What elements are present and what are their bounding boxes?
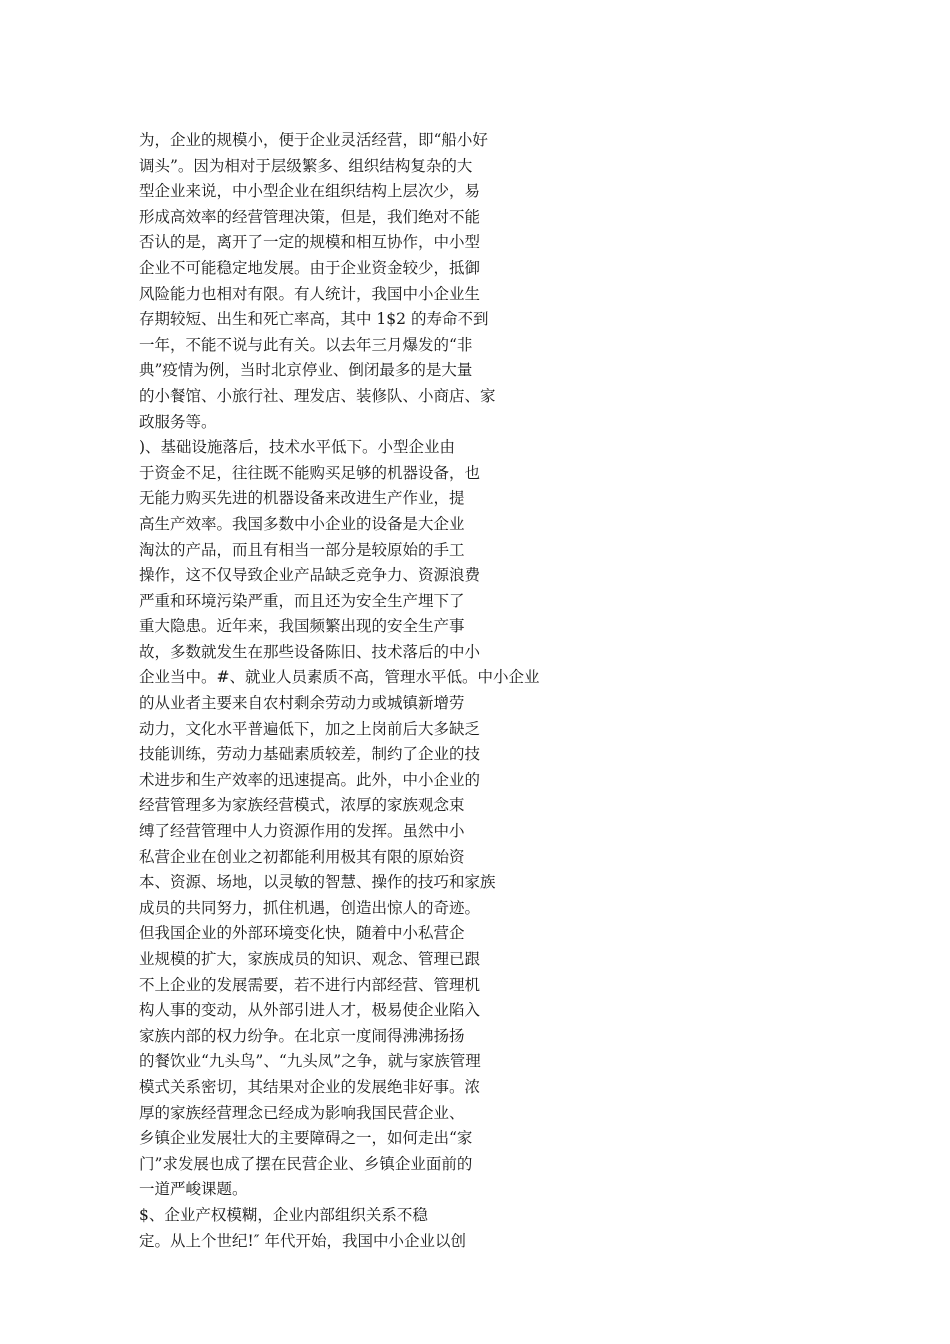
text-line: 定。从上个世纪!″ 年代开始，我国中小企业以创: [139, 1231, 466, 1250]
text-line: 经营管理多为家族经营模式，浓厚的家族观念束: [139, 796, 465, 815]
text-line: 成员的共同努力，抓住机遇，创造出惊人的奇迹。: [139, 898, 481, 917]
text-line: 于资金不足，往往既不能购买足够的机器设备，也: [139, 463, 481, 482]
text-line: 严重和环境污染严重，而且还为安全生产埋下了: [139, 591, 465, 610]
text-line: 无能力购买先进的机器设备来改进生产作业，提: [139, 489, 465, 508]
text-line: $、企业产权模糊，企业内部组织关系不稳: [139, 1205, 428, 1224]
text-line: 乡镇企业发展壮大的主要障碍之一，如何走出“家: [139, 1129, 473, 1148]
text-line: 形成高效率的经营管理决策，但是，我们绝对不能: [139, 207, 481, 226]
text-line: 为，企业的规模小，便于企业灵活经营，即“船小好: [139, 131, 488, 149]
text-line: 家族内部的权力纷争。在北京一度闹得沸沸扬扬: [139, 1026, 465, 1045]
text-line: 私营企业在创业之初都能利用极其有限的原始资: [139, 847, 465, 866]
text-line: 存期较短、出生和死亡率高，其中 1$2 的寿命不到: [139, 310, 489, 329]
text-line: 的从业者主要来自农村剩余劳动力或城镇新增劳: [139, 694, 465, 713]
text-line: 风险能力也相对有限。有人统计，我国中小企业生: [139, 284, 481, 303]
text-line: 的餐饮业“九头鸟”、“九头凤”之争，就与家族管理: [139, 1052, 481, 1071]
text-line: 一道严峻课题。: [139, 1180, 248, 1199]
text-line: 型企业来说，中小型企业在组织结构上层次少，易: [139, 182, 481, 201]
text-line: 技能训练，劳动力基础素质较差，制约了企业的技: [139, 745, 481, 764]
text-line: 本、资源、场地，以灵敏的智慧、操作的技巧和家族: [139, 873, 496, 892]
text-line: 企业当中。#、就业人员素质不高，管理水平低。中小企业: [139, 668, 540, 687]
text-line: 厚的家族经营理念已经成为影响我国民营企业、: [139, 1103, 465, 1122]
text-line: 淘汰的产品，而且有相当一部分是较原始的手工: [139, 540, 465, 559]
text-line: 高生产效率。我国多数中小企业的设备是大企业: [139, 514, 465, 533]
text-line: 术进步和生产效率的迅速提高。此外，中小企业的: [139, 770, 481, 789]
text-line: 政服务等。: [139, 412, 217, 431]
text-line: 门”求发展也成了摆在民营企业、乡镇企业面前的: [139, 1154, 473, 1173]
text-line: 企业不可能稳定地发展。由于企业资金较少，抵御: [139, 258, 481, 277]
text-line: 一年，不能不说与此有关。以去年三月爆发的“非: [139, 335, 473, 354]
text-line: 不上企业的发展需要，若不进行内部经营、管理机: [139, 975, 481, 994]
body-text: [139, 128, 839, 1254]
text-line: 动力，文化水平普遍低下，加之上岗前后大多缺乏: [139, 719, 481, 738]
text-line: 的小餐馆、小旅行社、理发店、装修队、小商店、家: [139, 386, 496, 405]
text-line: 操作，这不仅导致企业产品缺乏竞争力、资源浪费: [139, 566, 481, 585]
text-line: 但我国企业的外部环境变化快，随着中小私营企: [139, 924, 465, 943]
text-line: 否认的是，离开了一定的规模和相互协作，中小型: [139, 233, 481, 252]
text-line: 重大隐患。近年来，我国频繁出现的安全生产事: [139, 617, 465, 636]
text-line: 业规模的扩大，家族成员的知识、观念、管理已跟: [139, 950, 481, 968]
text-line: 典”疫情为例，当时北京停业、倒闭最多的是大量: [139, 361, 473, 380]
text-line: 模式关系密切，其结果对企业的发展绝非好事。浓: [139, 1077, 481, 1096]
text-line: 缚了经营管理中人力资源作用的发挥。虽然中小: [139, 822, 465, 841]
text-line: 故，多数就发生在那些设备陈旧、技术落后的中小: [139, 642, 481, 661]
text-line: )、基础设施落后，技术水平低下。小型企业由: [139, 438, 456, 457]
text-line: 调头”。因为相对于层级繁多、组织结构复杂的大: [139, 156, 473, 175]
text-line: 构人事的变动，从外部引进人才，极易使企业陷入: [139, 1001, 481, 1020]
